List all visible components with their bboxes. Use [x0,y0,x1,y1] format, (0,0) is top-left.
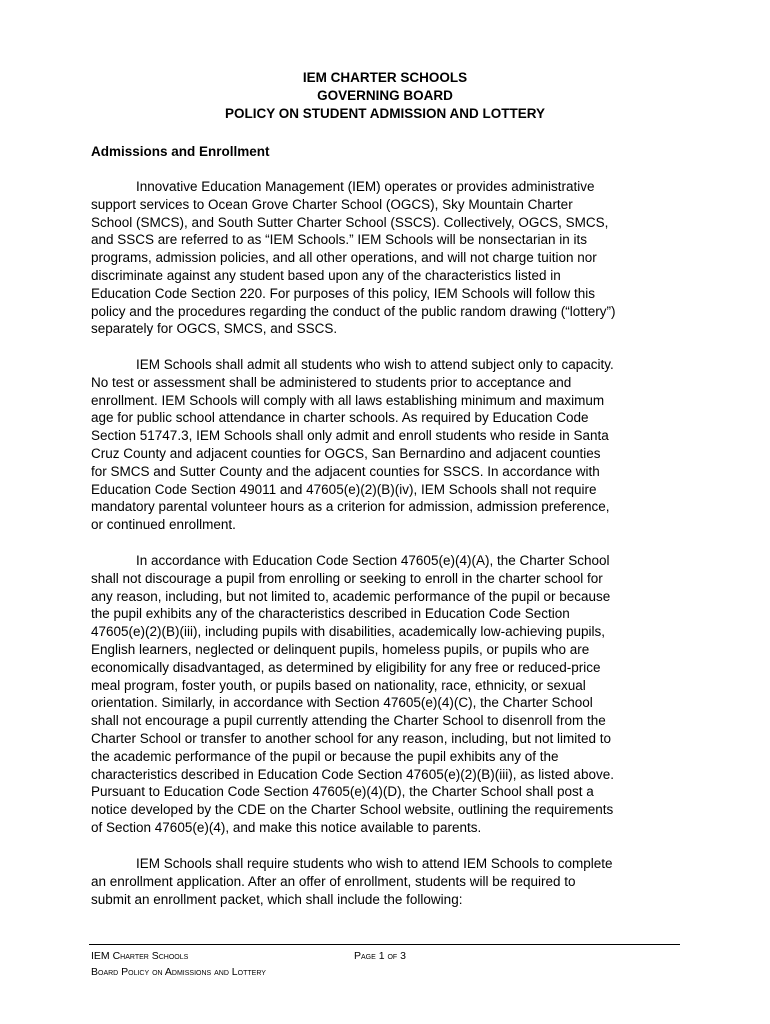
title-line-2: GOVERNING BOARD [317,88,453,103]
paragraph-line: support services to Ocean Grove Charter School (OGCS), Sky Mountain Charter [91,196,573,212]
document-title [0,69,770,123]
paragraph-line: programs, admission policies, and all other operations, and will not charge tuition nor [91,250,597,266]
paragraph-line: mandatory parental volunteer hours as a criterion for admission, admission preference, [91,499,610,515]
paragraph-line: IEM Schools shall admit all students who wish to attend subject only to capacity. [136,357,614,372]
paragraph-line: Education Code Section 220. For purposes of this policy, IEM Schools will follow this [91,285,595,301]
paragraph-line: enrollment. IEM Schools will comply with all laws establishing minimum and maximum [91,392,605,408]
section-heading: Admissions and Enrollment [91,144,270,159]
paragraph-line: Pursuant to Education Code Section 47605(e)(4)(D), the Charter School shall post a [91,784,594,800]
paragraph-line: policy and the procedures regarding the conduct of the public random drawing (“lottery”) [91,303,616,319]
paragraph-line: economically disadvantaged, as determined by eligibility for any free or reduced-price [91,659,601,675]
paragraph-line: discriminate against any student based upon any of the characteristics listed in [91,267,561,283]
paragraph-line: notice developed by the CDE on the Charter School website, outlining the requirements [91,802,614,818]
paragraph-line: separately for OGCS, SMCS, and SSCS. [91,321,338,337]
footer-policy-name: Board Policy on Admissions and Lottery [91,966,266,978]
paragraph-line: of Section 47605(e)(4), and make this notice available to parents. [91,819,482,835]
paragraph-line: the pupil exhibits any of the characteristics described in Education Code Section [91,606,570,622]
paragraph-line: School (SMCS), and South Sutter Charter School (SSCS). Collectively, OGCS, SMCS, [91,214,609,230]
paragraph-line: Cruz County and adjacent counties for OGCS, San Bernardino and adjacent counties [91,445,601,461]
paragraph-line: In accordance with Education Code Section 47605(e)(4)(A), the Charter School [136,553,610,568]
paragraph-line: Education Code Section 49011 and 47605(e)(2)(B)(iv), IEM Schools shall not require [91,481,597,497]
title-line-3: POLICY ON STUDENT ADMISSION AND LOTTERY [224,106,545,121]
title-line-1: IEM CHARTER SCHOOLS [302,70,468,85]
paragraph-line: Section 51747.3, IEM Schools shall only admit and enroll students who reside in Santa [91,428,609,444]
paragraph-line: the academic performance of the pupil or because the pupil exhibits any of the [91,748,559,764]
paragraph-line: meal program, foster youth, or pupils based on nationality, race, ethnicity, or sexual [91,677,586,693]
paragraph-line: age for public school attendance in charter schools. As required by Education Code [91,410,589,426]
paragraph-line: any reason, including, but not limited to, academic performance of the pupil or because [91,588,611,604]
footer-org-name: IEM Charter Schools [91,950,189,962]
paragraph-line: 47605(e)(2)(B)(iii), including pupils with disabilities, academically low-achieving pupils, [91,624,605,640]
footer-document-label [91,948,266,980]
paragraph-line: an enrollment application. After an offer of enrollment, students will be required to [91,873,576,889]
paragraph-line: shall not encourage a pupil currently attending the Charter School to disenroll from the [91,713,606,729]
paragraph-1 [91,178,691,338]
paragraph-line: submit an enrollment packet, which shall include the following: [91,891,463,907]
paragraph-3 [91,552,691,837]
paragraph-line: No test or assessment shall be administered to students prior to acceptance and [91,374,572,390]
paragraph-line: IEM Schools shall require students who wish to attend IEM Schools to complete [136,856,613,871]
paragraph-line: Innovative Education Management (IEM) operates or provides administrative [136,179,595,194]
paragraph-2 [91,356,691,534]
paragraph-4 [91,855,691,908]
footer-divider [89,944,680,945]
paragraph-line: orientation. Similarly, in accordance with Section 47605(e)(4)(C), the Charter School [91,695,593,711]
page-number: Page 1 of 3 [354,950,406,962]
paragraph-line: shall not discourage a pupil from enrolling or seeking to enroll in the charter school for [91,570,603,586]
paragraph-line: Charter School or transfer to another school for any reason, including, but not limited to [91,730,612,746]
paragraph-line: and SSCS are referred to as “IEM Schools.” IEM Schools will be nonsectarian in its [91,232,587,248]
paragraph-line: or continued enrollment. [91,517,236,533]
paragraph-line: characteristics described in Education Code Section 47605(e)(2)(B)(iii), as listed above. [91,766,614,782]
paragraph-line: English learners, neglected or delinquent pupils, homeless pupils, or pupils who are [91,641,590,657]
paragraph-line: for SMCS and Sutter County and the adjacent counties for SSCS. In accordance with [91,463,600,479]
